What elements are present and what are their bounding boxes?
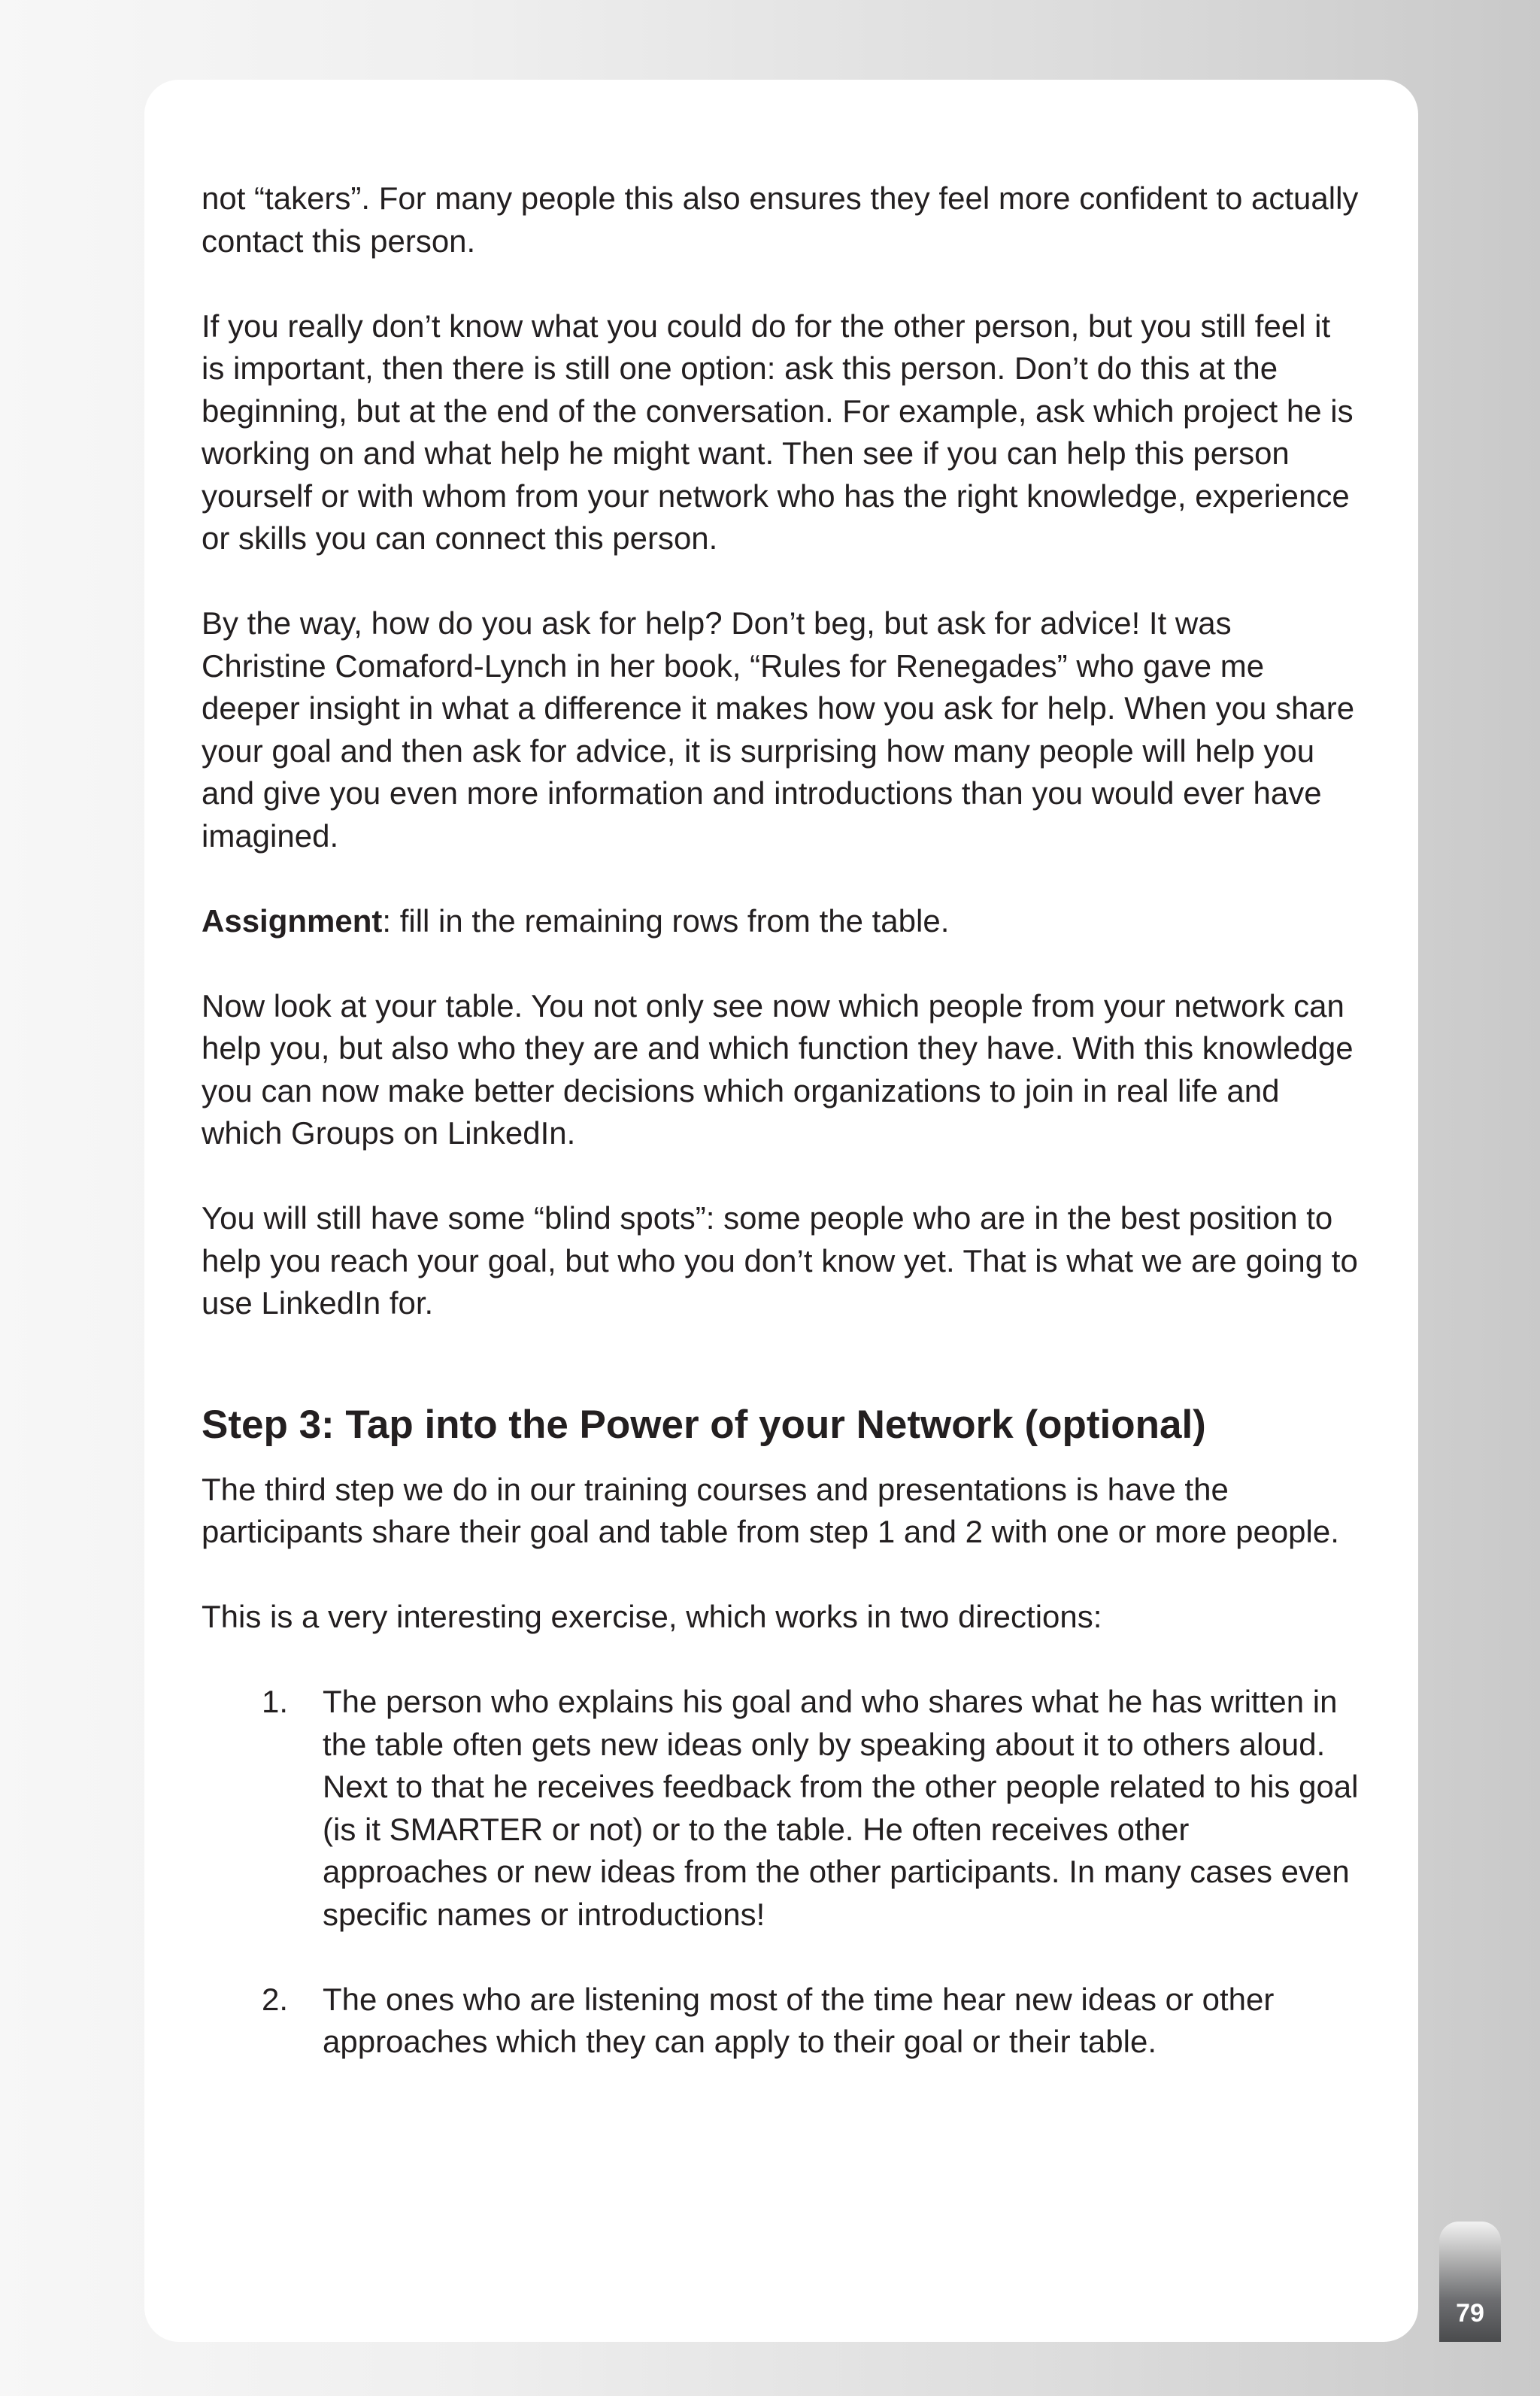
assignment-text: : fill in the remaining rows from the table. xyxy=(382,902,950,939)
page-number: 79 xyxy=(1456,2299,1484,2328)
numbered-list xyxy=(202,1681,1360,2064)
section-paragraph: This is a very interesting exercise, which works in two directions: xyxy=(202,1599,1102,1634)
list-item xyxy=(202,1979,1360,2064)
list-item-number: 1. xyxy=(262,1684,289,1719)
list-item-text: The person who explains his goal and who shares what he has written in the table often gets new ideas only by speaking about it to others aloud. Next to that he receives feedback from the other people related to his goal (is it SMARTER or not) or to the table. He often receives other approaches or new ideas from the other participants. In many cases even specific names or introductions! xyxy=(323,1684,1359,1932)
list-item xyxy=(202,1681,1360,1936)
list-item-text: The ones who are listening most of the time hear new ideas or other approaches which they can apply to their goal or their table. xyxy=(323,1981,1275,2059)
body-paragraph: By the way, how do you ask for help? Don’t beg, but ask for advice! It was Christine Comaford-Lynch in her book, “Rules for Renegades” who gave me deeper insight in what a difference it makes how you ask for help. When you share your goal and then ask for advice, it is surprising how many people will help you and give you even more information and introductions than you would ever have imagined. xyxy=(202,605,1355,854)
section-paragraph: The third step we do in our training courses and presentations is have the participants share their goal and table from step 1 and 2 with one or more people. xyxy=(202,1471,1339,1549)
page-number-tab xyxy=(1439,2222,1501,2342)
body-paragraph: You will still have some “blind spots”: some people who are in the best position to help you reach your goal, but who you don’t know yet. That is what we are going to use LinkedIn for. xyxy=(202,1200,1358,1321)
list-item-number: 2. xyxy=(262,1981,289,2017)
assignment-label: Assignment xyxy=(202,902,383,939)
page-content xyxy=(202,177,1360,2106)
body-paragraph: If you really don’t know what you could do for the other person, but you still feel it is important, then there is still one option: ask this person. Don’t do this at the beginning, but at the end of the conversation. For example, ask which project he is working on and what help he might want. Then see if you can help this person yourself or with whom from your network who has the right knowledge, experience or skills you can connect this person. xyxy=(202,308,1354,556)
body-paragraph: not “takers”. For many people this also ensures they feel more confident to actually contact this person. xyxy=(202,180,1359,259)
section-heading: Step 3: Tap into the Power of your Network (optional) xyxy=(202,1402,1206,1447)
body-paragraph: Now look at your table. You not only see now which people from your network can help you, but also who they are and which function they have. With this knowledge you can now make better decisions which organizations to join in real life and which Groups on LinkedIn. xyxy=(202,987,1354,1151)
assignment-paragraph xyxy=(202,900,1360,943)
